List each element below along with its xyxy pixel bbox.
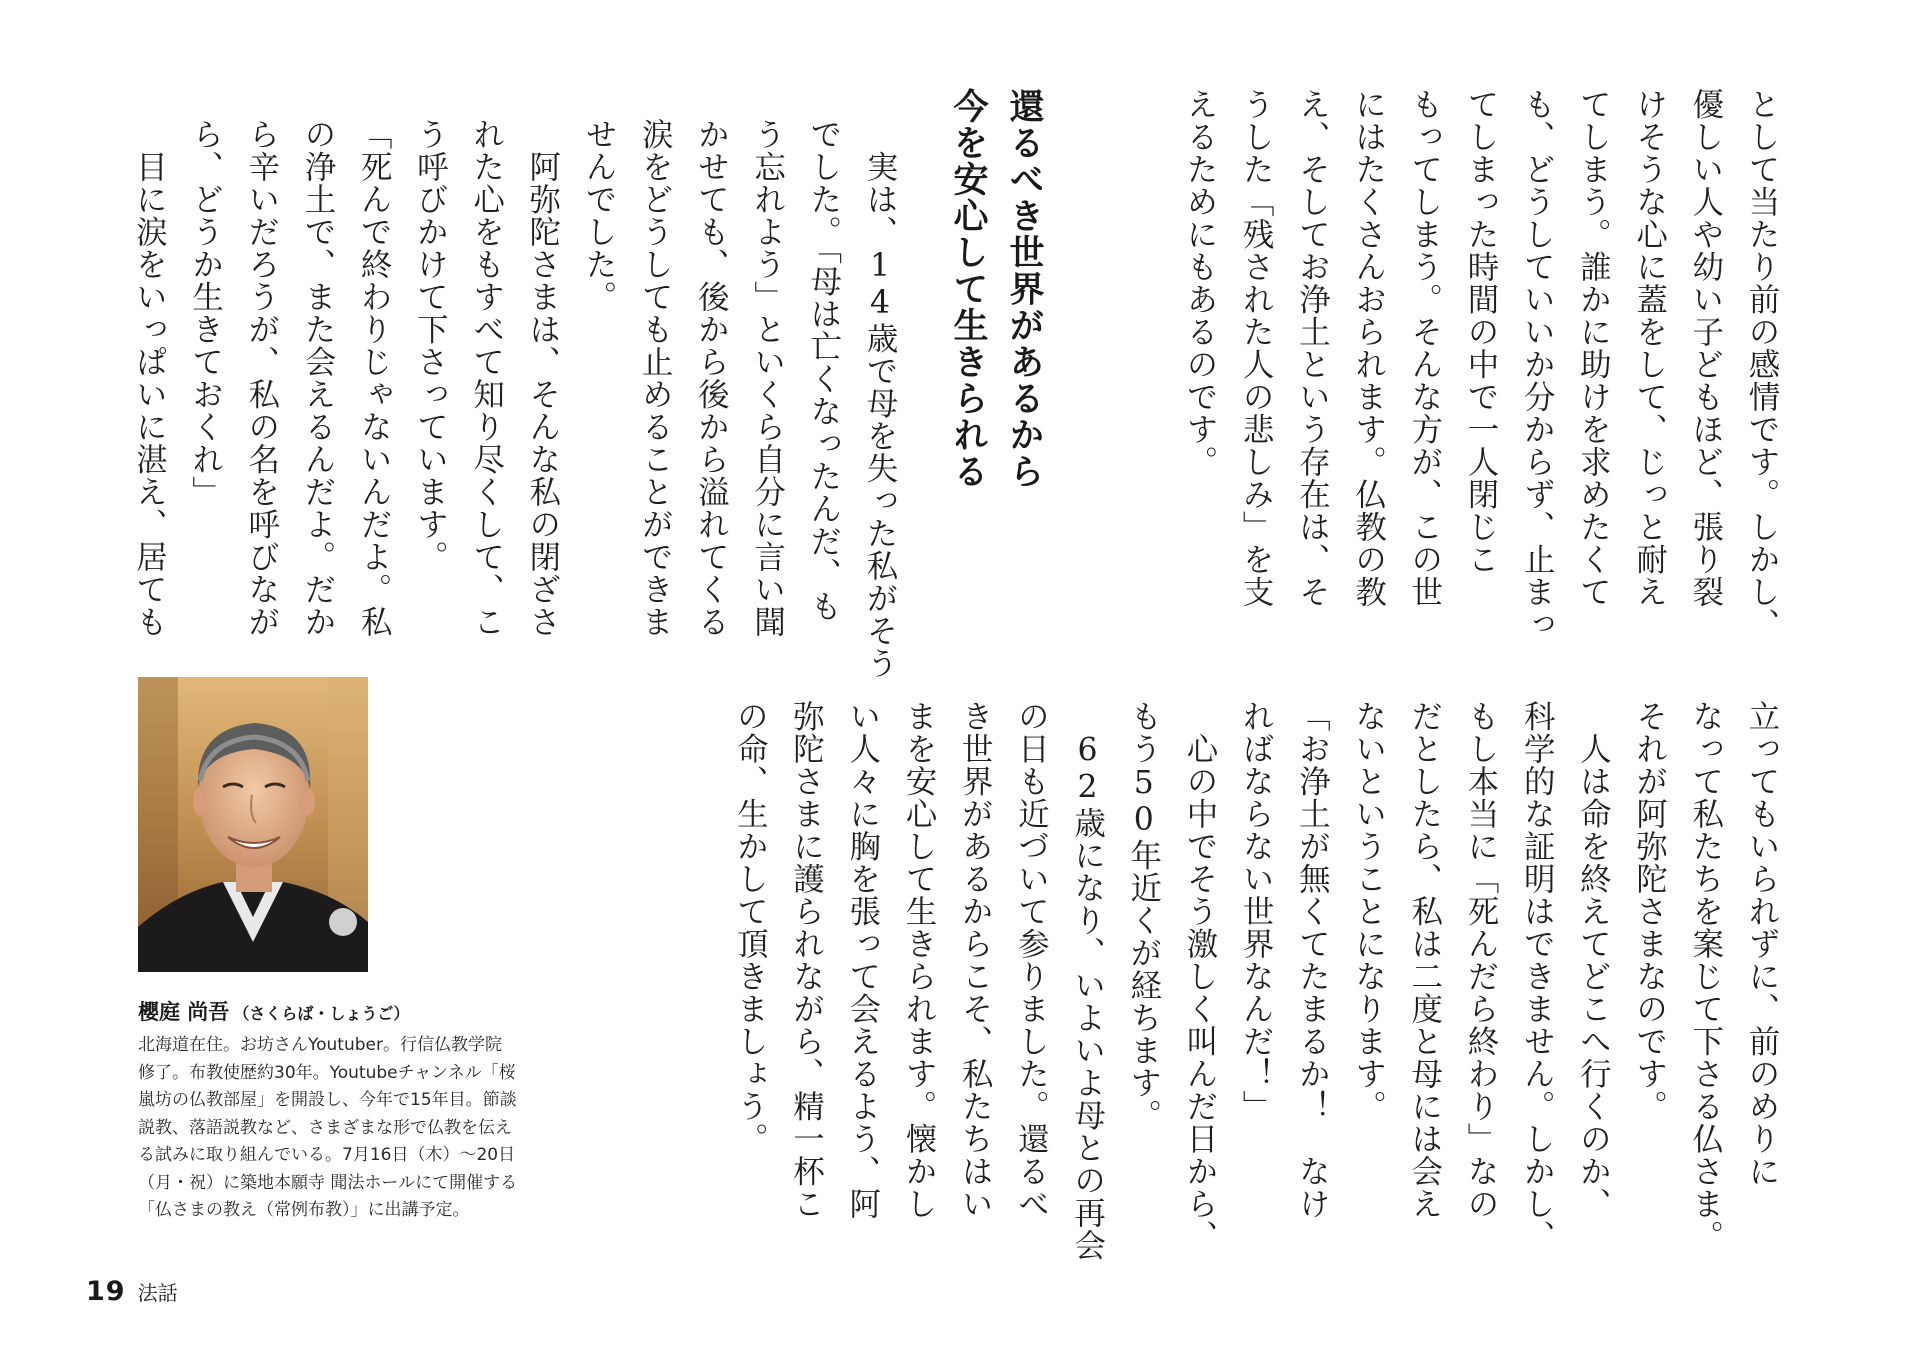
author-name-reading: （さくらば・しょうご） (233, 1004, 410, 1023)
author-name: 櫻庭 尚吾 (138, 1000, 230, 1024)
author-photo (138, 677, 368, 972)
page-footer (86, 1276, 178, 1307)
article-text-upper-left: 実は、14歳で母を失った私がそう でした。「母は亡くなったんだ、も う忘れよう」といくら自分に言い聞 かせても、後から後から溢れてくる 涙をどうしても止めることができま せんでした。 阿弥陀さまは、そんな私の閉ざさ れた心をもすべて知り尽くして、こ う呼びかけて下さっています。 「死んで終わりじゃないんだよ。私 の浄土で、また会えるんだよ。だか ら辛いだろうが、私の名を呼びなが ら、どうか生きておくれ」 目に涙をいっぱいに湛え、居ても (131, 118, 898, 680)
author-portrait-illustration (138, 677, 368, 972)
section-label: 法話 (137, 1281, 178, 1305)
page-number: 19 (86, 1276, 126, 1307)
section-heading: 還るべき世界があるから 今を安心して生きられる (948, 88, 1044, 490)
article-text-upper-right: として当たり前の感情です。しかし、 優しい人や幼い子どもほど、張り裂 けそうな心に蓋をして、じっと耐え てしまう。誰かに助けを求めたくて も、どうしていいか分からず、止まっ てしまった時間の中で一人閉じこ もってしまう。そんな方が、この世 にはたくさんおられます。仏教の教 え、そしてお浄土という存在は、そ うした「残された人の悲しみ」を支 えるためにもあるのです。 (1181, 88, 1780, 641)
article-text-lower: 立ってもいられずに、前のめりに なって私たちを案じて下さる仏さま。 それが阿弥陀さまなのです。 人は命を終えてどこへ行くのか、 科学的な証明はできません。しかし、 もし本当に「死んだら終わり」なの だとしたら、私は二度と母には会え ないということになります。 「お浄土が無くてたまるか！ なけ ればならない世界なんだ！」 心の中でそう激しく叫んだ日から、 もう50年近くが経ちます。 62歳になり、いよいよ母との再会 の日も近づいて参りました。還るべ き世界があるからこそ、私たちはい まを安心して生きられます。懐かし い人々に胸を張って会えるよう、阿 弥陀さまに護られながら、精一杯こ の命、生かして頂きましょう。 (732, 700, 1780, 1262)
author-bio: 北海道在住。お坊さんYoutuber。行信仏教学院 修了。布教使歴約30年。Youtubeチャンネル「桜 嵐坊の仏教部屋」を開設し、今年で15年目。節談 説教、落語説教など、さまざまな形で仏教を伝え る試みに取り組んでいる。7月16日（木）～20日 （月・祝）に築地本願寺 聞法ホールにて開催する 「仏さまの教え（常例布教）」に出講予定。 (138, 1035, 518, 1220)
author-name-line (138, 996, 409, 1026)
